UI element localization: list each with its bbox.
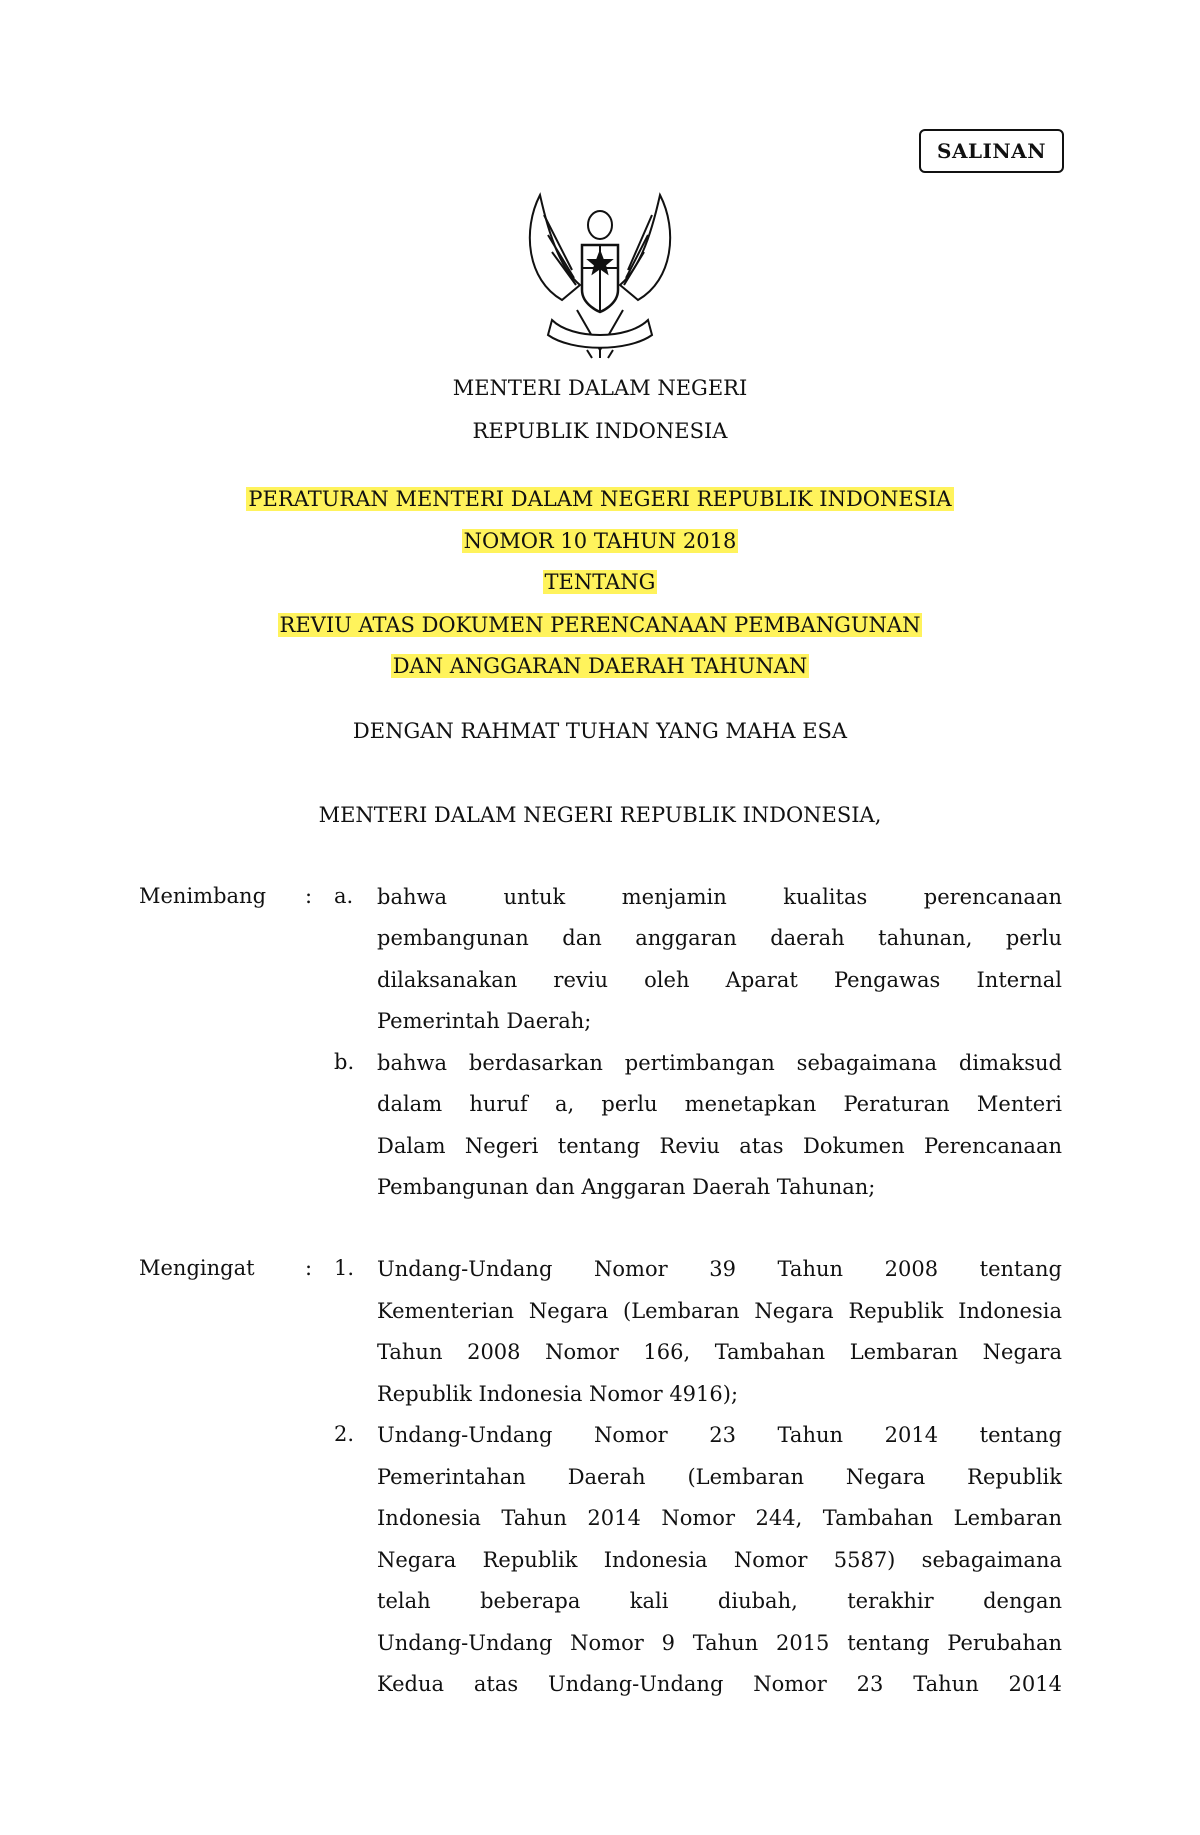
text-line: pembangunan dan anggaran daerah tahunan, perlu: [377, 926, 1062, 950]
menimbang-label: Menimbang: [139, 884, 267, 908]
text-line: Kementerian Negara (Lembaran Negara Republik Indonesia: [377, 1299, 1062, 1323]
text-line: Pembangunan dan Anggaran Daerah Tahunan;: [377, 1175, 876, 1199]
salinan-stamp: SALINAN: [919, 129, 1064, 173]
text-line: Pemerintahan Daerah (Lembaran Negara Republik: [377, 1465, 1062, 1489]
header-line-2: REPUBLIK INDONESIA: [472, 419, 728, 443]
mengingat-colon: :: [305, 1256, 313, 1280]
text-line: bahwa berdasarkan pertimbangan sebagaimana dimaksud: [377, 1051, 1062, 1075]
text-line: Dalam Negeri tentang Reviu atas Dokumen Perencanaan: [377, 1134, 1062, 1158]
text-line: Tahun 2008 Nomor 166, Tambahan Lembaran Negara: [377, 1340, 1062, 1364]
text-line: telah beberapa kali diubah, terakhir dengan: [377, 1589, 1062, 1613]
garuda-emblem-icon: [522, 190, 678, 360]
title-line-1: PERATURAN MENTERI DALAM NEGERI REPUBLIK INDONESIA: [248, 487, 952, 511]
title-number: NOMOR 10 TAHUN 2018: [463, 529, 737, 553]
title-tentang: TENTANG: [544, 570, 656, 594]
text-line: dilaksanakan reviu oleh Aparat Pengawas Internal: [377, 968, 1062, 992]
header-line-1: MENTERI DALAM NEGERI: [452, 376, 748, 400]
text-line: Undang-Undang Nomor 39 Tahun 2008 tentang: [377, 1257, 1062, 1281]
menimbang-colon: :: [305, 884, 313, 908]
issuer: MENTERI DALAM NEGERI REPUBLIK INDONESIA,: [318, 803, 882, 827]
item-marker: 1.: [334, 1256, 355, 1280]
text-line: Negara Republik Indonesia Nomor 5587) sebagaimana: [377, 1548, 1062, 1572]
item-marker: 2.: [334, 1422, 355, 1446]
preamble: DENGAN RAHMAT TUHAN YANG MAHA ESA: [352, 719, 848, 743]
item-marker: a.: [334, 884, 354, 908]
text-line: Republik Indonesia Nomor 4916);: [377, 1382, 739, 1406]
title-subject-line-1: REVIU ATAS DOKUMEN PERENCANAAN PEMBANGUNAN: [279, 613, 921, 637]
text-line: bahwa untuk menjamin kualitas perencanaan: [377, 885, 1062, 909]
text-line: dalam huruf a, perlu menetapkan Peraturan Menteri: [377, 1092, 1062, 1116]
text-line: Undang-Undang Nomor 23 Tahun 2014 tentang: [377, 1423, 1062, 1447]
text-line: Undang-Undang Nomor 9 Tahun 2015 tentang Perubahan: [377, 1631, 1062, 1655]
title-subject-line-2: DAN ANGGARAN DAERAH TAHUNAN: [392, 654, 808, 678]
text-line: Indonesia Tahun 2014 Nomor 244, Tambahan Lembaran: [377, 1506, 1062, 1530]
text-line: Pemerintah Daerah;: [377, 1009, 592, 1033]
mengingat-label: Mengingat: [139, 1256, 255, 1280]
item-marker: b.: [334, 1050, 355, 1074]
text-line: Kedua atas Undang-Undang Nomor 23 Tahun 2014: [377, 1672, 1062, 1696]
